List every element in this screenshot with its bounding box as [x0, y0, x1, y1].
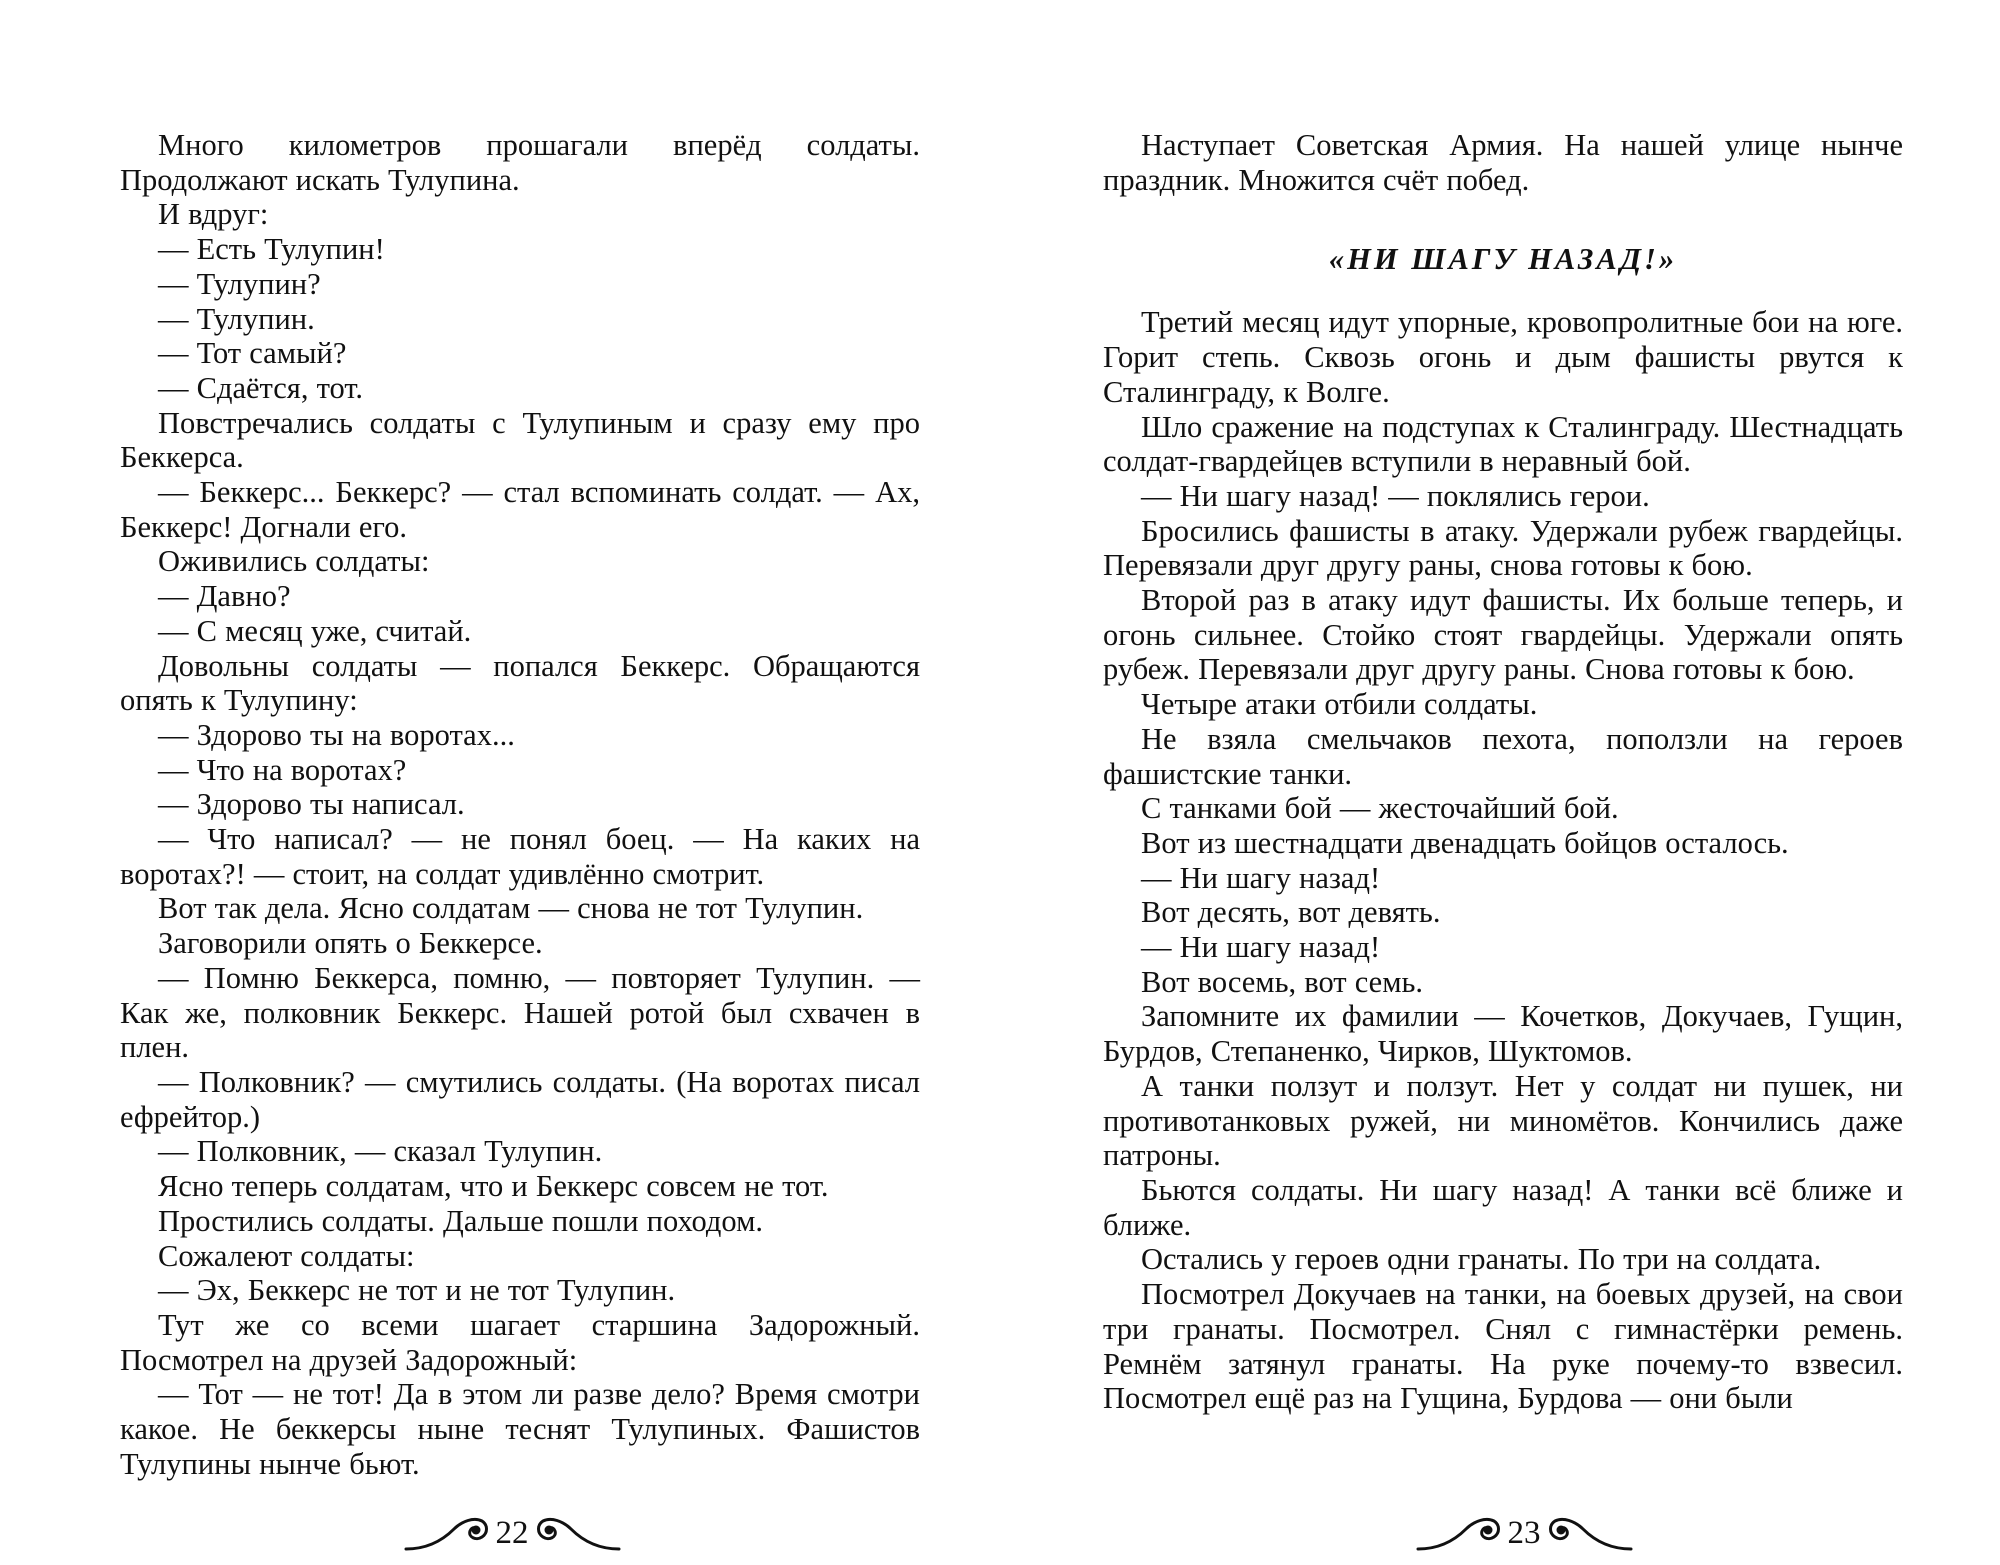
paragraph: — Что написал? — не понял боец. — На каких на воротах?! — стоит, на солдат удивлённо смотрит.	[120, 822, 920, 891]
chapter-heading: «НИ ШАГУ НАЗАД!»	[1328, 242, 1678, 277]
paragraph: — Есть Тулупин!	[158, 232, 385, 267]
paragraph: Запомните их фамилии — Кочетков, Докучаев, Гущин, Бурдов, Степаненко, Чирков, Шуктомов.	[1103, 999, 1903, 1069]
left-page	[120, 128, 920, 1481]
paragraph: — С месяц уже, считай.	[158, 613, 472, 648]
paragraph: Вот из шестнадцати двенадцать бойцов осталось.	[1141, 825, 1789, 860]
paragraph: — Давно?	[158, 579, 291, 614]
page-number-left	[392, 1508, 632, 1558]
paragraph: Вот так дела. Ясно солдатам — снова не тот Тулупин.	[158, 891, 864, 926]
paragraph: Тут же со всеми шагает старшина Задорожный. Посмотрел на друзей Задорожный:	[120, 1307, 920, 1377]
paragraph: — Тулупин?	[158, 266, 321, 301]
paragraph: Третий месяц идут упорные, кровопролитные бои на юге. Горит степь. Сквозь огонь и дым фашисты рвутся к Сталинграду, к Волге.	[1103, 305, 1903, 409]
paragraph: Довольны солдаты — попался Беккерс. Обращаются опять к Тулупину:	[120, 648, 920, 718]
right-page	[1103, 128, 1903, 1416]
left-page-body	[120, 128, 920, 1481]
paragraph: Второй раз в атаку идут фашисты. Их больше теперь, и огонь сильнее. Стойко стоят гвардейцы. Удержали опять рубеж. Перевязали друг другу раны. Снова готовы к бою.	[1103, 583, 1903, 687]
right-page-intro	[1103, 128, 1903, 197]
paragraph: Оживились солдаты:	[158, 544, 430, 579]
paragraph: — Тот — не тот! Да в этом ли разве дело? Время смотри какое. Не беккерсы ныне теснят Тулупиных. Фашистов Тулупины нынче бьют.	[120, 1377, 920, 1481]
page-number-text: 22	[495, 1515, 529, 1551]
paragraph: — Здорово ты на воротах...	[158, 717, 515, 752]
paragraph: Ясно теперь солдатам, что и Беккерс совсем не тот.	[158, 1169, 829, 1204]
paragraph: — Ни шагу назад! — поклялись герои.	[1141, 478, 1650, 513]
paragraph: Вот восемь, вот семь.	[1141, 964, 1424, 999]
paragraph: Вот десять, вот девять.	[1141, 895, 1441, 930]
paragraph: С танками бой — жесточайший бой.	[1141, 791, 1619, 826]
paragraph: — Тулупин.	[158, 301, 315, 336]
paragraph: Остались у героев одни гранаты. По три на солдата.	[1141, 1242, 1822, 1277]
paragraph: Не взяла смельчаков пехота, поползли на героев фашистские танки.	[1103, 721, 1903, 791]
curl-ornament-left-icon	[1416, 1513, 1502, 1553]
paragraph: — Тот самый?	[158, 336, 347, 371]
curl-ornament-right-icon	[1547, 1513, 1633, 1553]
paragraph: — Помню Беккерса, помню, — повторяет Тулупин. — Как же, полковник Беккерс. Нашей ротой был схвачен в плен.	[120, 960, 920, 1065]
paragraph: Сожалеют солдаты:	[158, 1238, 415, 1273]
paragraph: Повстречались солдаты с Тулупиным и сразу ему про Беккерса.	[120, 405, 920, 475]
curl-ornament-right-icon	[535, 1513, 621, 1553]
paragraph: — Беккерс... Беккерс? — стал вспоминать солдат. — Ах, Беккерс! Догнали его.	[120, 475, 920, 544]
paragraph: Бросились фашисты в атаку. Удержали рубеж гвардейцы. Перевязали друг другу раны, снова готовы к бою.	[1103, 513, 1903, 583]
paragraph: — Полковник? — смутились солдаты. (На воротах писал ефрейтор.)	[120, 1064, 920, 1134]
page-number-right	[1404, 1508, 1644, 1558]
paragraph: Заговорили опять о Беккерсе.	[158, 926, 543, 961]
curl-ornament-left-icon	[404, 1513, 490, 1553]
paragraph: И вдруг:	[158, 197, 269, 232]
paragraph: Простились солдаты. Дальше пошли походом.	[158, 1203, 764, 1238]
paragraph: Наступает Советская Армия. На нашей улице нынче праздник. Множится счёт побед.	[1103, 128, 1903, 197]
right-page-body	[1103, 305, 1903, 1416]
paragraph: — Полковник, — сказал Тулупин.	[158, 1134, 603, 1169]
paragraph: Шло сражение на подступах к Сталинграду. Шестнадцать солдат-гвардейцев вступили в неравный бой.	[1103, 409, 1903, 479]
paragraph: — Ни шагу назад!	[1141, 860, 1381, 895]
paragraph: Много километров прошагали вперёд солдаты. Продолжают искать Тулупина.	[120, 128, 920, 197]
paragraph: — Эх, Беккерс не тот и не тот Тулупин.	[158, 1273, 676, 1308]
paragraph: — Ни шагу назад!	[1141, 930, 1381, 965]
page-number-text: 23	[1507, 1515, 1541, 1551]
paragraph: А танки ползут и ползут. Нет у солдат ни пушек, ни противотанковых ружей, ни миномётов. Кончились даже патроны.	[1103, 1068, 1903, 1173]
paragraph: — Здорово ты написал.	[158, 787, 465, 822]
paragraph: — Сдаётся, тот.	[158, 370, 364, 405]
paragraph: Бьются солдаты. Ни шагу назад! А танки всё ближе и ближе.	[1103, 1172, 1903, 1242]
paragraph: Четыре атаки отбили солдаты.	[1141, 687, 1538, 722]
paragraph: — Что на воротах?	[158, 752, 407, 787]
paragraph: Посмотрел Докучаев на танки, на боевых друзей, на свои три гранаты. Посмотрел. Снял с гимнастёрки ремень. Ремнём затянул гранаты. На руке почему-то взвесил. Посмотрел ещё раз на Гущина, Бурдова — они были	[1103, 1277, 1903, 1416]
